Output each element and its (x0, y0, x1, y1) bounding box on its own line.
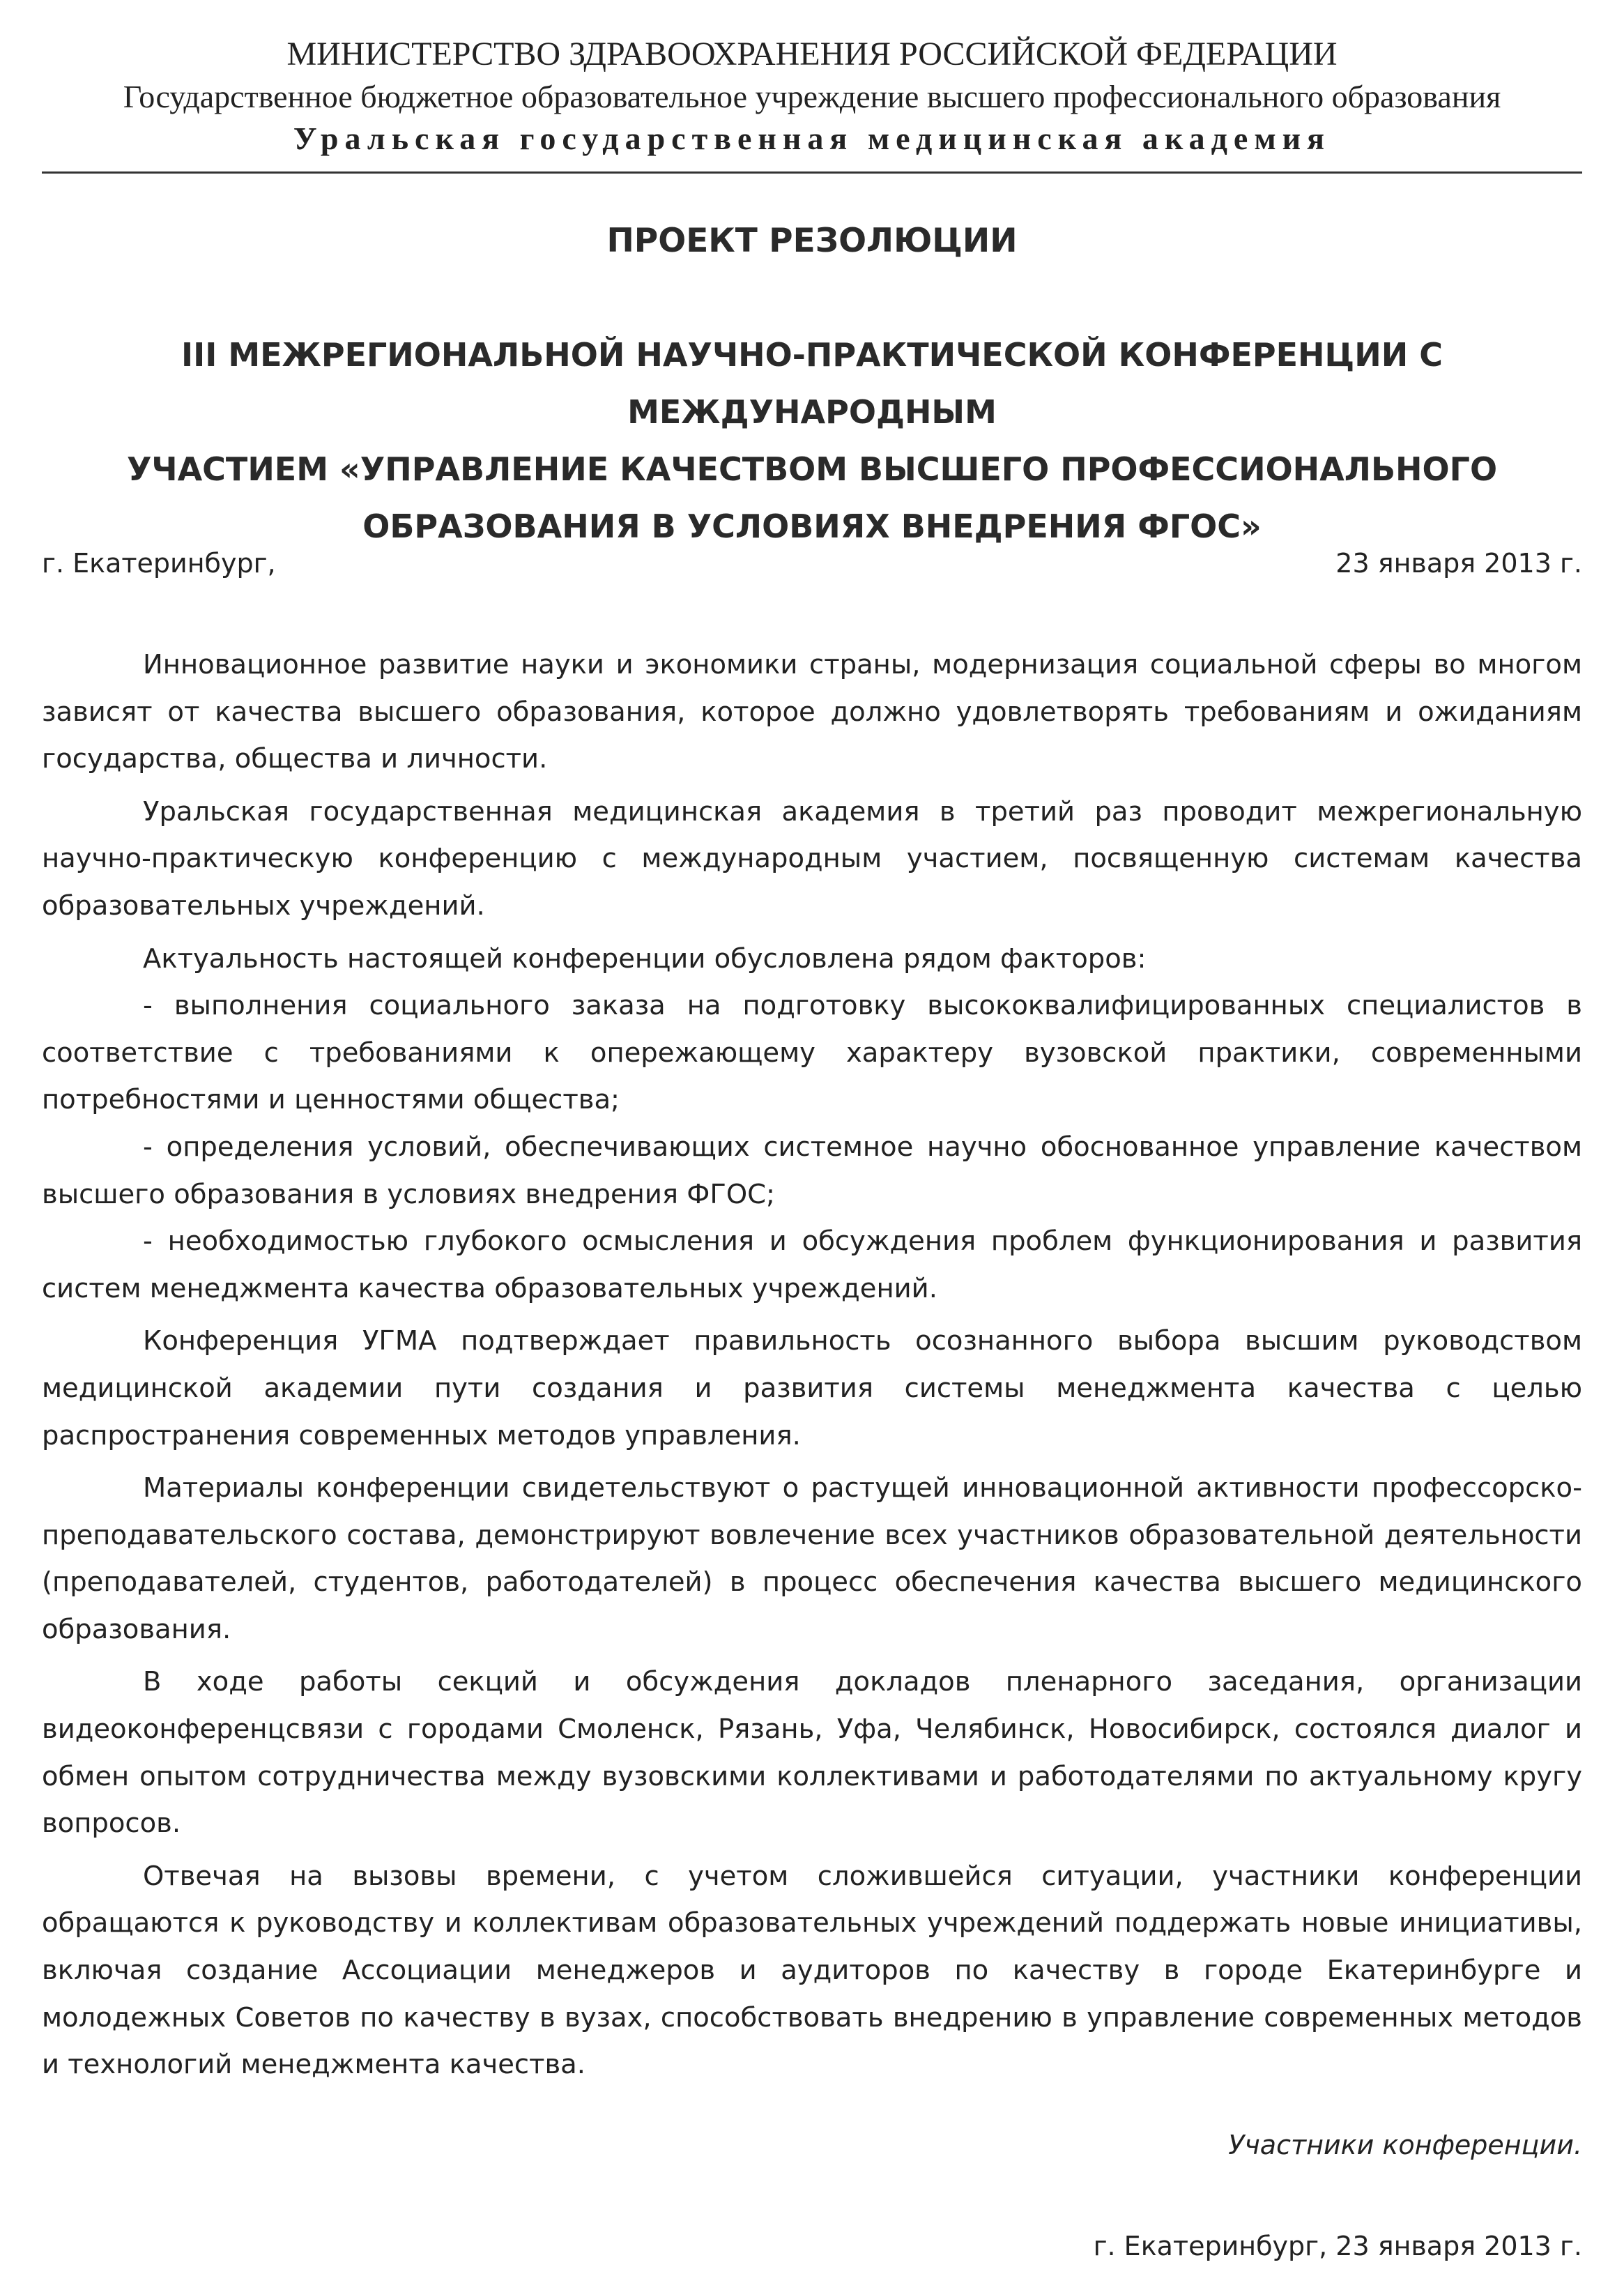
list-item: - выполнения социального заказа на подготовку высококвалифицированных специалистов в соответствие с требованиями к опережающему характеру вузовской практики, современными потребностями и ценностями общества; (42, 990, 1582, 1116)
paragraph: Конференция УГМА подтверждает правильность осознанного выбора высшим руководством медицинской академии пути создания и развития системы менеджмента качества с целью распространения современных методов управления. (42, 1325, 1582, 1451)
letterhead-divider (42, 171, 1582, 174)
paragraph: В ходе работы секций и обсуждения докладов пленарного заседания, организации видеоконференцсвязи с городами Смоленск, Рязань, Уфа, Челябинск, Новосибирск, состоялся диалог и обмен опытом сотрудничества между вузовскими коллективами и работодателями по актуальному кругу вопросов. (42, 1666, 1582, 1840)
letterhead-institution: Государственное бюджетное образовательное учреждение высшего профессионального образования (123, 79, 1501, 114)
document-place: г. Екатеринбург, (42, 548, 276, 579)
paragraph: Уральская государственная медицинская академия в третий раз проводит межрегиональную научно-практическую конференцию с международным участием, посвященную системам качества образовательных учреждений. (42, 795, 1582, 922)
signature: Участники конференции. (1228, 2130, 1582, 2160)
paragraph: Актуальность настоящей конференции обусловлена рядом факторов: (143, 942, 1147, 975)
list-item: - определения условий, обеспечивающих системное научно обоснованное управление качеством высшего образования в условиях внедрения ФГОС; (42, 1131, 1582, 1210)
footer-place-date: г. Екатеринбург, 23 января 2013 г. (1093, 2231, 1582, 2261)
document-body (42, 641, 1582, 2089)
conference-title-line-3: ОБРАЗОВАНИЯ В УСЛОВИЯХ ВНЕДРЕНИЯ ФГОС» (362, 507, 1262, 545)
paragraph: Отвечая на вызовы времени, с учетом сложившейся ситуации, участники конференции обращаются к руководству и коллективам образовательных учреждений поддержать новые инициативы, включая создание Ассоциации менеджеров и аудиторов по качеству в городе Екатеринбурге и молодежных Советов по качеству в вузах, способствовать внедрению в управление современных методов и технологий менеджмента качества. (42, 1860, 1582, 2081)
paragraph: Инновационное развитие науки и экономики страны, модернизация социальной сферы во многом зависят от качества высшего образования, которое должно удовлетворять требованиям и ожиданиям государства, общества и личности. (42, 649, 1582, 775)
document-title: ПРОЕКТ РЕЗОЛЮЦИИ (606, 222, 1018, 260)
conference-title (42, 326, 1582, 555)
paragraph: Материалы конференции свидетельствуют о растущей инновационной активности профессорско-преподавательского состава, демонстрируют вовлечение всех участников образовательной деятельности (преподавателей, студентов, работодателей) в процесс обеспечения качества высшего медицинского образования. (42, 1472, 1582, 1645)
conference-title-line-1: III МЕЖРЕГИОНАЛЬНОЙ НАУЧНО-ПРАКТИЧЕСКОЙ КОНФЕРЕНЦИИ С МЕЖДУНАРОДНЫМ (181, 336, 1443, 431)
document-date: 23 января 2013 г. (1335, 548, 1582, 579)
conference-title-line-2: УЧАСТИЕМ «УПРАВЛЕНИЕ КАЧЕСТВОМ ВЫСШЕГО ПРОФЕССИОНАЛЬНОГО (126, 450, 1498, 488)
letterhead-ministry: МИНИСТЕРСТВО ЗДРАВООХРАНЕНИЯ РОССИЙСКОЙ ФЕДЕРАЦИИ (286, 36, 1338, 72)
letterhead-academy: Уральская государственная медицинская академия (293, 121, 1331, 156)
list-item: - необходимостью глубокого осмысления и обсуждения проблем функционирования и развития систем менеджмента качества образовательных учреждений. (42, 1226, 1582, 1304)
